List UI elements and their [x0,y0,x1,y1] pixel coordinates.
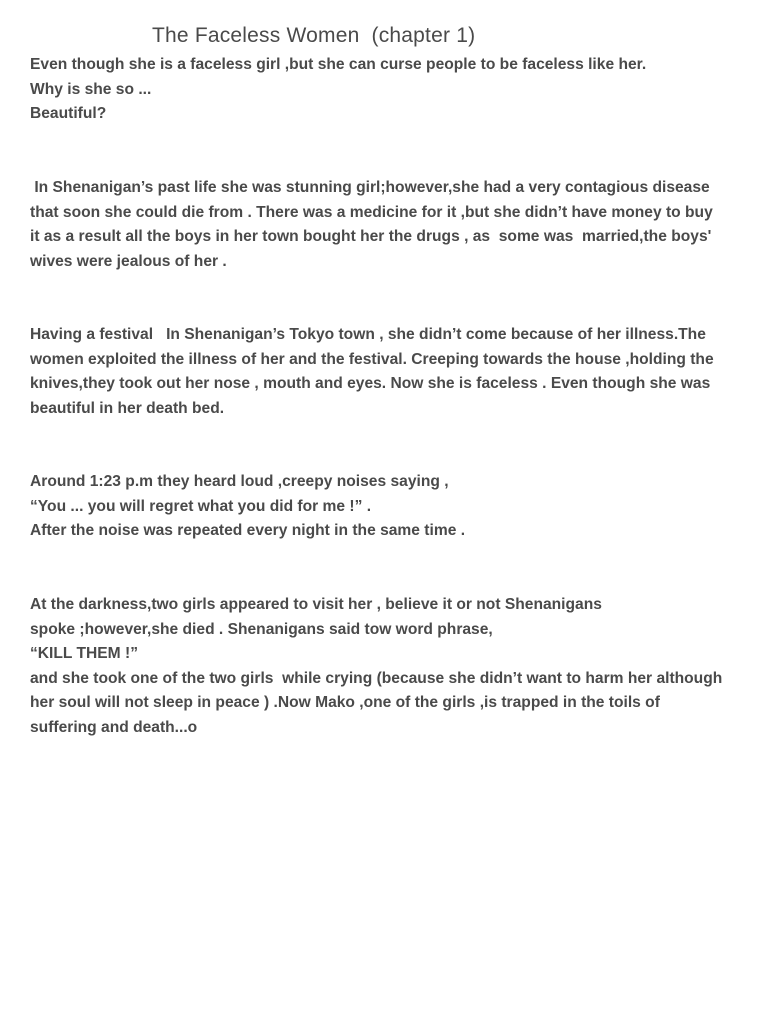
text-line: her soul will not sleep in peace ) .Now Mako ,one of the girls ,is trapped in the toils of [30,694,660,712]
text-line: After the noise was repeated every night in the same time . [30,522,466,540]
paragraph-intro [30,53,742,127]
text-line: At the darkness,two girls appeared to visit her , believe it or not Shenanigans [30,596,602,613]
text-line: “You ... you will regret what you did for me !” . [30,497,372,515]
text-line: beautiful in her death bed. [30,399,225,417]
paragraph-noises [30,470,742,544]
text-line: In Shenanigan’s past life she was stunning girl;however,she had a very contagious disease [30,179,710,196]
paragraph-past-life [30,176,742,274]
text-line: Even though she is a faceless girl ,but she can curse people to be faceless like her. [30,56,647,73]
text-line: women exploited the illness of her and the festival. Creeping towards the house ,holding the [30,350,714,368]
text-line: Having a festival In Shenanigan’s Tokyo town , she didn’t come because of her illness.The [30,326,706,343]
text-line: knives,they took out her nose , mouth and eyes. Now she is faceless . Even though she was [30,375,711,393]
text-line: “KILL THEM !” [30,645,138,663]
text-line: that soon she could die from . There was a medicine for it ,but she didn’t have money to buy [30,203,713,221]
text-line: Beautiful? [30,105,107,123]
text-line: and she took one of the two girls while crying (because she didn’t want to harm her although [30,669,723,687]
paragraph-darkness [30,593,742,741]
text-line: Around 1:23 p.m they heard loud ,creepy noises saying , [30,473,449,490]
text-line: wives were jealous of her . [30,252,227,270]
document-title: The Faceless Women (chapter 1) [152,24,476,47]
text-line: Why is she so ... [30,80,152,98]
paragraph-festival [30,323,742,421]
text-line: suffering and death...o [30,718,198,736]
text-line: spoke ;however,she died . Shenanigans said tow word phrase, [30,620,493,638]
text-line: it as a result all the boys in her town bought her the drugs , as some was married,the boys' [30,228,712,246]
